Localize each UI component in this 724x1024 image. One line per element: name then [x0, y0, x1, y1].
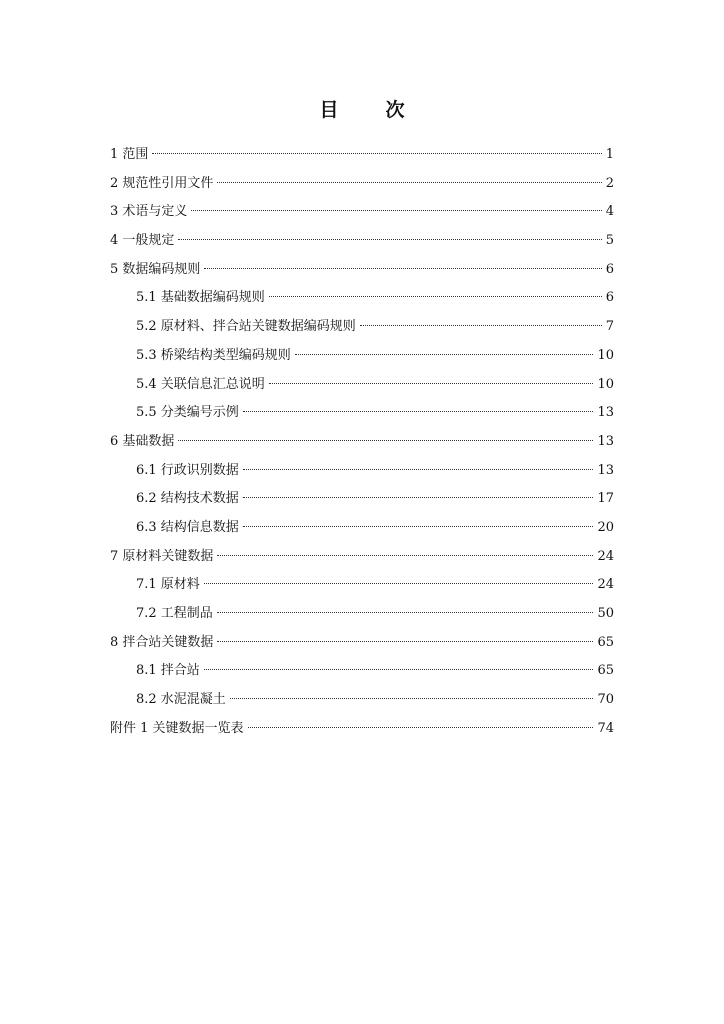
- toc-entry-label: 6.2 结构技术数据: [136, 491, 239, 507]
- toc-subentry[interactable]: [110, 600, 614, 629]
- toc-entry-label: 6.1 行政识别数据: [136, 462, 239, 478]
- toc-leader: [178, 440, 593, 441]
- toc-subentry[interactable]: [110, 313, 614, 342]
- toc-leader: [269, 383, 594, 384]
- toc-entry-label: 7 原材料关键数据: [110, 548, 214, 564]
- toc-leader: [230, 698, 594, 699]
- toc-subentry[interactable]: [110, 571, 614, 600]
- toc-entry-label: 1 范围: [110, 147, 149, 162]
- toc-leader: [217, 555, 593, 556]
- toc-page-number: 65: [597, 634, 614, 650]
- toc-entry-label: 5 数据编码规则: [110, 261, 201, 277]
- toc-leader: [152, 153, 601, 154]
- toc-page-number: 1: [605, 147, 614, 162]
- toc-entry[interactable]: [110, 198, 614, 227]
- toc-entry-label: 5.3 桥梁结构类型编码规则: [136, 347, 291, 363]
- toc-entry-label: 7.2 工程制品: [136, 606, 213, 621]
- toc-leader: [248, 727, 594, 728]
- toc-entry-label: 附件 1 关键数据一览表: [110, 720, 244, 736]
- toc-entry-label: 8.1 拌合站: [136, 663, 200, 679]
- toc-leader: [204, 268, 601, 269]
- toc-entry[interactable]: [110, 428, 614, 457]
- toc-entry-label: 7.1 原材料: [136, 577, 200, 593]
- toc-subentry[interactable]: [110, 371, 614, 400]
- toc-page-number: 70: [597, 692, 614, 708]
- toc-subentry[interactable]: [110, 657, 614, 686]
- toc-page-number: 10: [597, 376, 614, 392]
- toc-leader: [243, 497, 594, 498]
- toc-entry-label: 5.2 原材料、拌合站关键数据编码规则: [136, 319, 356, 335]
- toc-entry[interactable]: [110, 141, 614, 170]
- toc-subentry[interactable]: [110, 399, 614, 428]
- toc-leader: [217, 182, 601, 183]
- toc-entry-label: 4 一般规定: [110, 233, 175, 249]
- toc-page-number: 7: [605, 319, 614, 335]
- toc-subentry[interactable]: [110, 284, 614, 313]
- toc-leader: [243, 469, 594, 470]
- toc-page-number: 13: [597, 405, 614, 421]
- toc-page-number: 13: [597, 462, 614, 478]
- toc-leader: [269, 296, 602, 297]
- page-title: 目 次: [319, 99, 419, 121]
- toc-leader: [217, 641, 593, 642]
- toc-entry-label: 3 术语与定义: [110, 204, 188, 220]
- toc-entry[interactable]: [110, 256, 614, 285]
- toc-page-number: 6: [605, 261, 614, 277]
- toc-leader: [360, 325, 602, 326]
- toc-leader: [243, 526, 594, 527]
- toc-entry[interactable]: [110, 543, 614, 572]
- toc-entry[interactable]: [110, 227, 614, 256]
- toc-entry[interactable]: [110, 170, 614, 199]
- toc-page-number: 2: [605, 175, 614, 191]
- toc-page-number: 6: [605, 290, 614, 306]
- toc-leader: [217, 612, 594, 613]
- toc-subentry[interactable]: [110, 686, 614, 715]
- toc-entry-label: 5.5 分类编号示例: [136, 405, 239, 421]
- toc-leader: [243, 411, 594, 412]
- toc-leader: [204, 669, 594, 670]
- toc-page-number: 10: [597, 347, 614, 363]
- toc-entry[interactable]: [110, 629, 614, 658]
- toc-subentry[interactable]: [110, 342, 614, 371]
- toc-entry-label: 8 拌合站关键数据: [110, 634, 214, 650]
- table-of-contents: [110, 141, 614, 743]
- toc-page-number: 24: [597, 577, 614, 593]
- toc-entry[interactable]: [110, 715, 614, 744]
- toc-page-number: 65: [597, 663, 614, 679]
- toc-leader: [191, 210, 601, 211]
- toc-subentry[interactable]: [110, 485, 614, 514]
- toc-page-number: 13: [597, 433, 614, 449]
- toc-leader: [295, 354, 594, 355]
- toc-page-number: 17: [597, 491, 614, 507]
- toc-entry-label: 8.2 水泥混凝土: [136, 692, 226, 708]
- toc-page-number: 74: [597, 720, 614, 736]
- toc-page-number: 4: [605, 204, 614, 220]
- toc-page-number: 24: [597, 548, 614, 564]
- toc-entry-label: 6 基础数据: [110, 433, 175, 449]
- toc-subentry[interactable]: [110, 514, 614, 543]
- toc-entry-label: 5.1 基础数据编码规则: [136, 290, 265, 306]
- toc-page-number: 20: [597, 519, 614, 535]
- toc-leader: [178, 239, 601, 240]
- toc-subentry[interactable]: [110, 457, 614, 486]
- toc-entry-label: 2 规范性引用文件: [110, 175, 214, 191]
- toc-entry-label: 5.4 关联信息汇总说明: [136, 376, 265, 392]
- toc-page-number: 50: [597, 606, 614, 621]
- toc-leader: [204, 583, 594, 584]
- toc-entry-label: 6.3 结构信息数据: [136, 519, 239, 535]
- toc-page-number: 5: [605, 233, 614, 249]
